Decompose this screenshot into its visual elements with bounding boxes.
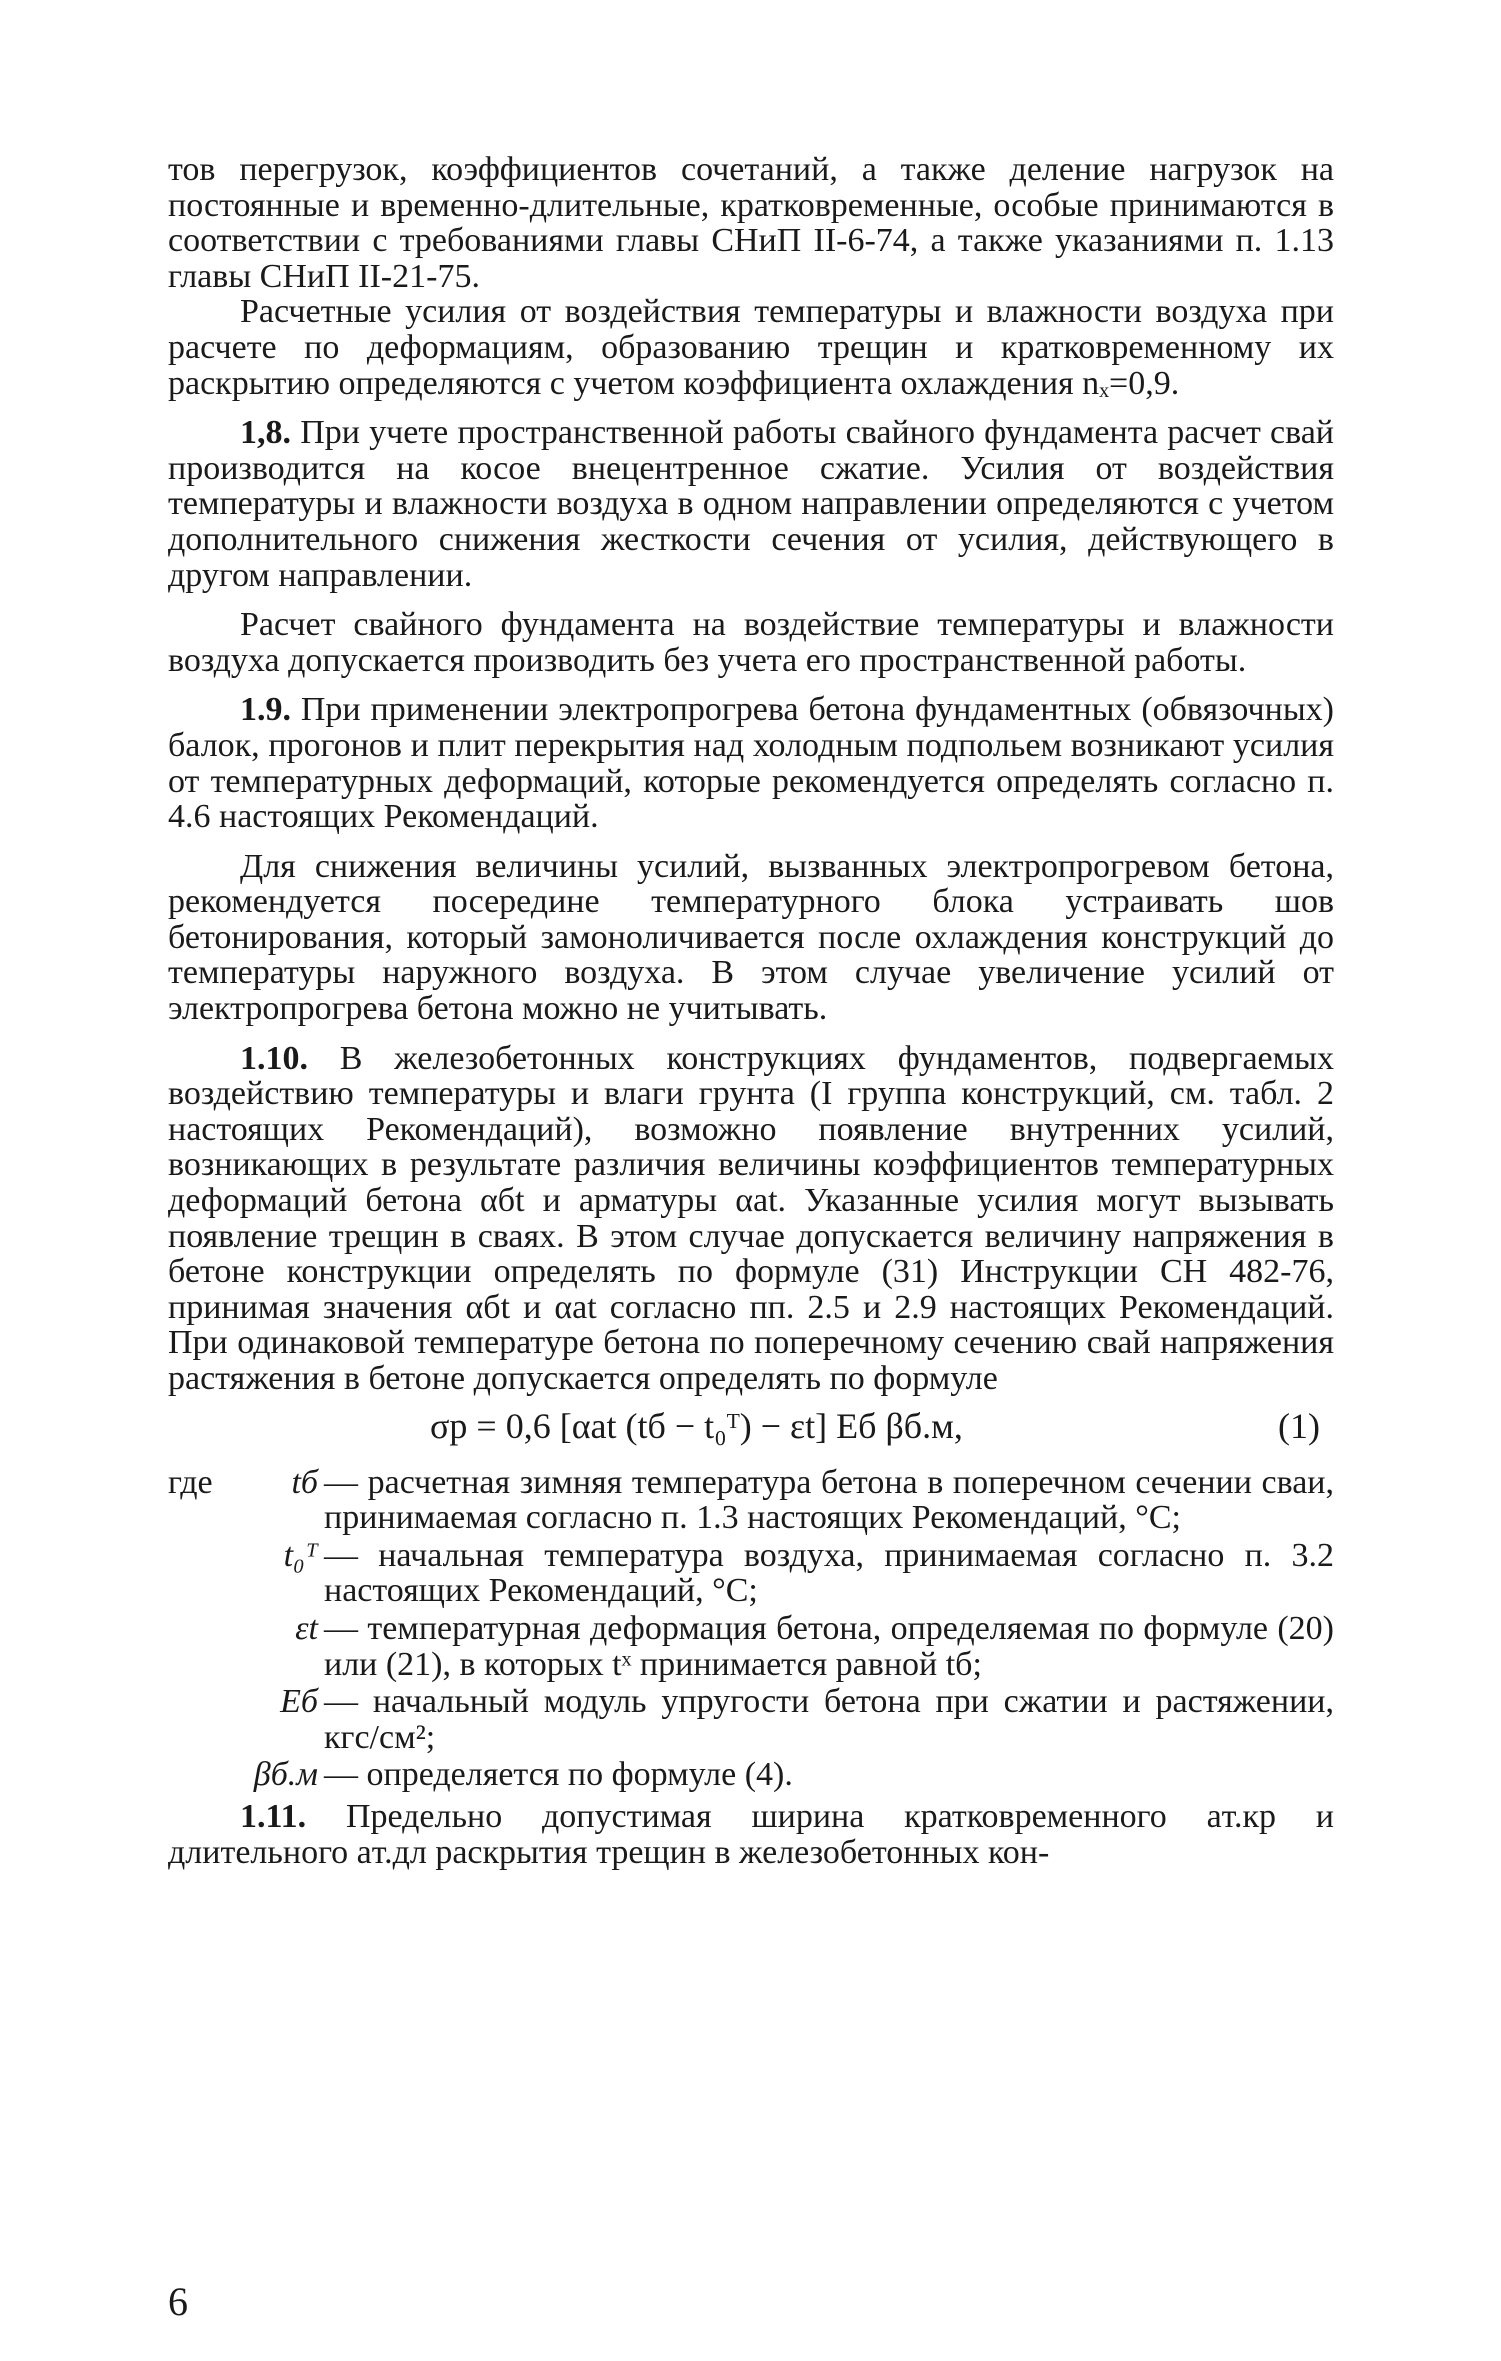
definition-text: — температурная деформация бетона, определяемая по формуле (20) или (21), в которых tˣ принимается равной tб; <box>324 1609 1334 1683</box>
clause-text-1-10: В железобетонных конструкциях фундаментов, подвергаемых воздействию температуры и влаги грунта (I группа конструкций, см. табл. 2 настоящих Рекомендаций), возможно появление внутренних усилий, возникающих в результате различия величины коэффициентов температурных деформаций бетона αбt и арматуры αat. Указанные усилия могут вызывать появление трещин в сваях. В этом случае допускается величину напряжения в бетоне конструкции определять по формуле (31) Инструкции СН 482-76, принимая значения αбt и αat согласно пп. 2.5 и 2.9 настоящих Рекомендаций. При одинаковой температуре бетона по поперечному сечению свай напряжения растяжения в бетоне допускается определять по формуле <box>168 1039 1334 1397</box>
paragraph-2: Расчетные усилия от воздействия температуры и влажности воздуха при расчете по деформациям, образованию трещин и кратковременному их раскрытию определяются с учетом коэффициента охлаждения nₓ=0,9. <box>168 293 1334 402</box>
paragraph-1-8 <box>168 415 1334 593</box>
where-label: где <box>168 1463 213 1501</box>
paragraph-6: Для снижения величины усилий, вызванных электропрогревом бетона, рекомендуется посередине температурного блока устраивать шов бетонирования, который замоноличивается после охлаждения конструкций до температуры наружного воздуха. В этом случае увеличение усилий от электропрогрева бетона можно не учитывать. <box>168 847 1334 1028</box>
definition-symbol: t₀ᵀ <box>283 1536 318 1574</box>
formula-1 <box>168 1405 1334 1457</box>
definition-item <box>168 1465 1334 1536</box>
formula-expression: σр = 0,6 [αat (tб − t₀ᵀ) − εt] Eб βб.м, <box>430 1405 963 1446</box>
clause-number-1-8: 1,8. <box>240 414 291 452</box>
definition-item <box>168 1538 1334 1609</box>
paragraph-1-10 <box>168 1041 1334 1397</box>
definition-text: — начальный модуль упругости бетона при сжатии и растяжении, кгс/см²; <box>324 1683 1334 1756</box>
definition-symbol: Eб <box>280 1683 318 1721</box>
clause-number-1-9: 1.9. <box>240 691 291 729</box>
paragraph-1-11 <box>168 1799 1334 1870</box>
definition-text: — расчетная зимняя температура бетона в поперечном сечении сваи, принимаемая согласно п. 1.3 настоящих Рекомендаций, °С; <box>324 1463 1334 1537</box>
clause-text-1-11: Предельно допустимая ширина кратковременного aт.кр и длительного aт.дл раскрытия трещин в железобетонных кон- <box>168 1797 1334 1871</box>
definition-item <box>168 1611 1334 1682</box>
definition-symbol: εt <box>295 1609 318 1647</box>
definition-symbol: βб.м <box>253 1756 318 1794</box>
definition-symbol: tб <box>291 1463 318 1501</box>
clause-number-1-11: 1.11. <box>240 1797 307 1835</box>
main-text <box>168 152 1334 1870</box>
definition-item <box>168 1757 1334 1793</box>
paragraph-1: тов перегрузок, коэффициентов сочетаний, а также деление нагрузок на постоянные и временно-длительные, кратковременные, особые принимаются в соответствии с требованиями главы СНиП II-6-74, а также указаниями п. 1.13 главы СНиП II-21-75. <box>168 151 1334 295</box>
clause-text-1-8: При учете пространственной работы свайного фундамента расчет свай производится на косое внецентренное сжатие. Усилия от воздействия температуры и влажности воздуха в одном направлении определяются с учетом дополнительного снижения жесткости сечения от усилия, действующего в другом направлении. <box>168 414 1334 594</box>
definitions-list <box>168 1465 1334 1793</box>
clause-number-1-10: 1.10. <box>240 1039 308 1077</box>
page-number: 6 <box>168 2279 188 2324</box>
definition-item <box>168 1684 1334 1755</box>
definition-text: — начальная температура воздуха, принимаемая согласно п. 3.2 настоящих Рекомендаций, °С; <box>324 1536 1334 1610</box>
paragraph-4: Расчет свайного фундамента на воздействие температуры и влажности воздуха допускается производить без учета его пространственной работы. <box>168 606 1334 679</box>
definition-text: — определяется по формуле (4). <box>324 1756 793 1794</box>
formula-number: (1) <box>1278 1405 1320 1446</box>
paragraph-1-9 <box>168 692 1334 834</box>
clause-text-1-9: При применении электропрогрева бетона фундаментных (обвязочных) балок, прогонов и плит перекрытия над холодным подпольем возникают усилия от температурных деформаций, которые рекомендуется определять согласно п. 4.6 настоящих Рекомендаций. <box>168 691 1334 836</box>
